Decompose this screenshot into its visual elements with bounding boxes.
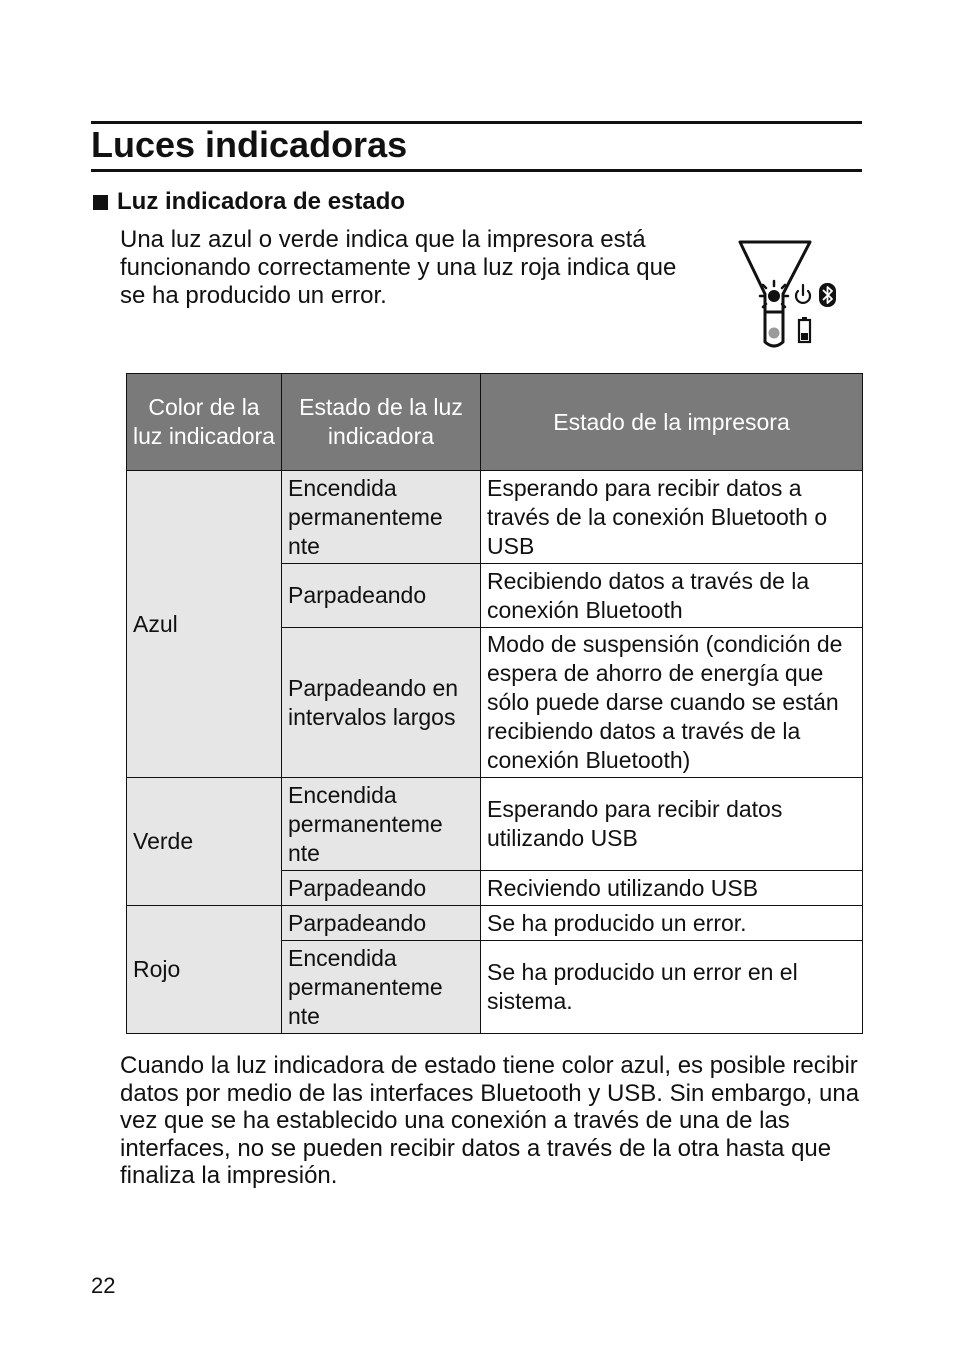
page-number: 22 (91, 1273, 116, 1298)
printer-state-cell: Reciviendo utilizando USB (481, 871, 863, 906)
printer-state-cell: Esperando para recibir datos a través de la conexión Bluetooth o USB (481, 471, 863, 564)
light-state-cell: Encendida permanenteme nte (282, 471, 481, 564)
table-row (127, 471, 863, 564)
page-title: Luces indicadoras (91, 124, 408, 165)
section-heading (91, 187, 405, 217)
printer-state-cell: Recibiendo datos a través de la conexión Bluetooth (481, 564, 863, 628)
light-color-cell: Rojo (127, 906, 282, 1034)
light-state-cell: Encendida permanenteme nte (282, 778, 481, 871)
header-light-color: Color de la luz indicadora (127, 374, 282, 471)
title-rule-bottom (91, 169, 862, 172)
printer-state-cell: Esperando para recibir datos utilizando USB (481, 778, 863, 871)
footnote-paragraph: Cuando la luz indicadora de estado tiene color azul, es posible recibir datos por medio de las interfaces Bluetooth y USB. Sin embargo, una vez que se ha establecido una conexión a través de una de las interfaces, no se pueden recibir datos a través de la otra hasta que finaliza la impresión. (120, 1052, 860, 1189)
square-bullet-icon (93, 195, 108, 210)
secondary-light-icon (769, 328, 780, 339)
light-state-cell: Encendida permanenteme nte (282, 941, 481, 1034)
battery-icon (799, 317, 810, 342)
light-state-cell: Parpadeando (282, 564, 481, 628)
intro-paragraph: Una luz azul o verde indica que la impresora está funcionando correctamente y una luz roja indica que se ha producido un error. (120, 226, 677, 309)
printer-indicator-illustration (734, 236, 844, 352)
section-heading-text: Luz indicadora de estado (117, 188, 406, 215)
light-color-cell: Verde (127, 778, 282, 906)
table-header-row (127, 374, 863, 471)
light-state-cell: Parpadeando en intervalos largos (282, 628, 481, 778)
light-state-cell: Parpadeando (282, 871, 481, 906)
power-icon (796, 285, 810, 303)
printer-state-cell: Se ha producido un error en el sistema. (481, 941, 863, 1034)
header-light-state: Estado de la luz indicadora (282, 374, 481, 471)
bluetooth-icon (819, 283, 836, 307)
header-printer-state: Estado de la impresora (481, 374, 863, 471)
light-state-cell: Parpadeando (282, 906, 481, 941)
printer-state-cell: Modo de suspensión (condición de espera de ahorro de energía que sólo puede darse cuando se están recibiendo datos a través de la conexión Bluetooth) (481, 628, 863, 778)
table-row (127, 778, 863, 871)
table-row (127, 906, 863, 941)
printer-state-cell: Se ha producido un error. (481, 906, 863, 941)
indicator-status-table (126, 373, 863, 1034)
light-color-cell: Azul (127, 471, 282, 778)
